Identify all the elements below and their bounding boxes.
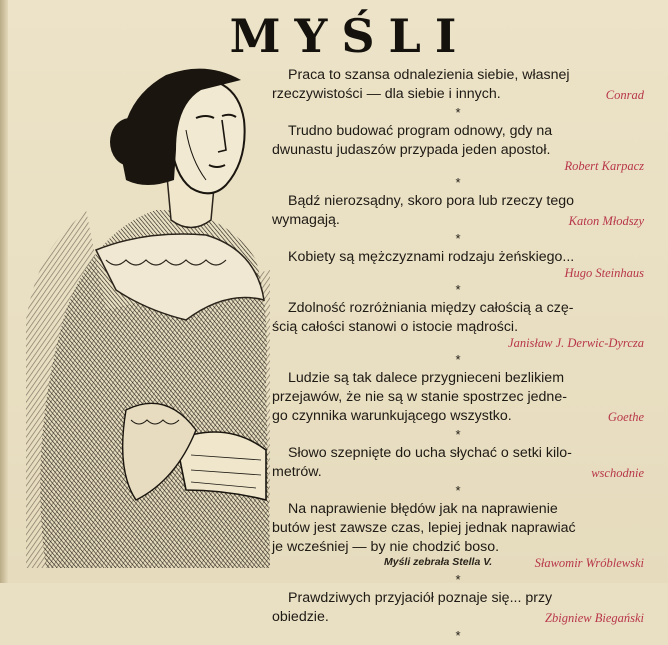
quote-line: Prawdziwych przyjaciół poznaje się... przy — [288, 590, 553, 606]
quote-text — [272, 500, 644, 557]
quote-line — [272, 407, 644, 426]
separator-asterisk: * — [455, 483, 461, 498]
separator-asterisk: * — [455, 572, 461, 587]
quote-text — [272, 66, 644, 104]
quote-author: Katon Młodszy — [568, 214, 644, 228]
quote-author: Hugo Steinhaus — [564, 266, 644, 280]
quote-line: przejawów, że nie są w stanie spostrzec jedne- — [272, 389, 567, 405]
quote-line: Zdolność rozróżniania między całością a czę- — [288, 300, 574, 316]
quote-line: Bądź nierozsądny, skoro pora lub rzeczy tego — [288, 193, 575, 209]
quote-line: je wcześniej — by nie chodzić boso. — [272, 539, 500, 555]
quote-line: butów jest zawsze czas, lepiej jednak naprawiać — [272, 520, 576, 536]
separator-asterisk: * — [455, 231, 461, 246]
quote-author: Zbigniew Biegański — [545, 611, 644, 625]
quote-line: Kobiety są mężczyznami rodzaju żeńskiego... — [288, 249, 575, 265]
quote-line — [272, 85, 644, 104]
separator-asterisk: * — [455, 427, 461, 442]
quote-line: Słowo szepnięte do ucha słychać o setki kilo- — [288, 445, 572, 461]
quote-2 — [272, 122, 644, 174]
quote-author: Sławomir Wróblewski — [534, 556, 644, 570]
quote-line — [272, 463, 644, 482]
quote-4 — [272, 248, 644, 281]
quote-author: Janisław J. Derwic-Dyrcza — [508, 336, 644, 350]
quote-9 — [272, 589, 644, 627]
quote-text — [272, 299, 644, 337]
quote-line: ścią całości stanowi o istocie mądrości. — [272, 319, 519, 335]
quote-5 — [272, 299, 644, 351]
quote-author: Robert Karpacz — [564, 159, 644, 173]
quote-author: wschodnie — [591, 466, 644, 480]
compiler-credit: Myśli zebrała Stella V. — [384, 556, 493, 568]
quote-line: Na naprawienie błędów jak na naprawienie — [288, 501, 558, 517]
quote-7 — [272, 444, 644, 482]
quote-line: Ludzie są tak dalece przygnieceni bezlikiem — [288, 370, 565, 386]
quote-text — [272, 192, 644, 230]
separator-asterisk: * — [455, 282, 461, 297]
quote-6 — [272, 369, 644, 426]
page-edge — [0, 0, 8, 583]
quote-text — [272, 589, 644, 627]
separator-asterisk: * — [455, 175, 461, 190]
quote-1 — [272, 66, 644, 104]
quote-line — [272, 608, 644, 627]
quote-line-text: wymagają. — [272, 212, 340, 228]
quote-line-text: obiedzie. — [272, 609, 329, 625]
quote-line-text: go czynnika warunkującego wszystko. — [272, 408, 512, 424]
quote-text — [272, 122, 644, 160]
quote-line — [272, 211, 644, 230]
quote-3 — [272, 192, 644, 230]
quote-line: Trudno budować program odnowy, gdy na — [288, 123, 553, 139]
quote-line: dwunastu judaszów przypada jeden apostoł. — [272, 142, 551, 158]
quote-text — [272, 444, 644, 482]
quote-line-text: rzeczywistości — dla siebie i innych. — [272, 86, 501, 102]
quote-author: Conrad — [605, 88, 644, 102]
quote-text — [272, 369, 644, 426]
separator-asterisk: * — [455, 105, 461, 120]
woman-portrait-illustration — [26, 60, 270, 568]
quote-line: Praca to szansa odnalezienia siebie, własnej — [288, 67, 570, 83]
separator-asterisk: * — [455, 352, 461, 367]
quote-author: Goethe — [607, 410, 644, 424]
quote-line-text: metrów. — [272, 464, 322, 480]
separator-asterisk: * — [455, 628, 461, 643]
page-title: MYŚLI — [229, 9, 471, 63]
quote-text — [272, 248, 644, 267]
